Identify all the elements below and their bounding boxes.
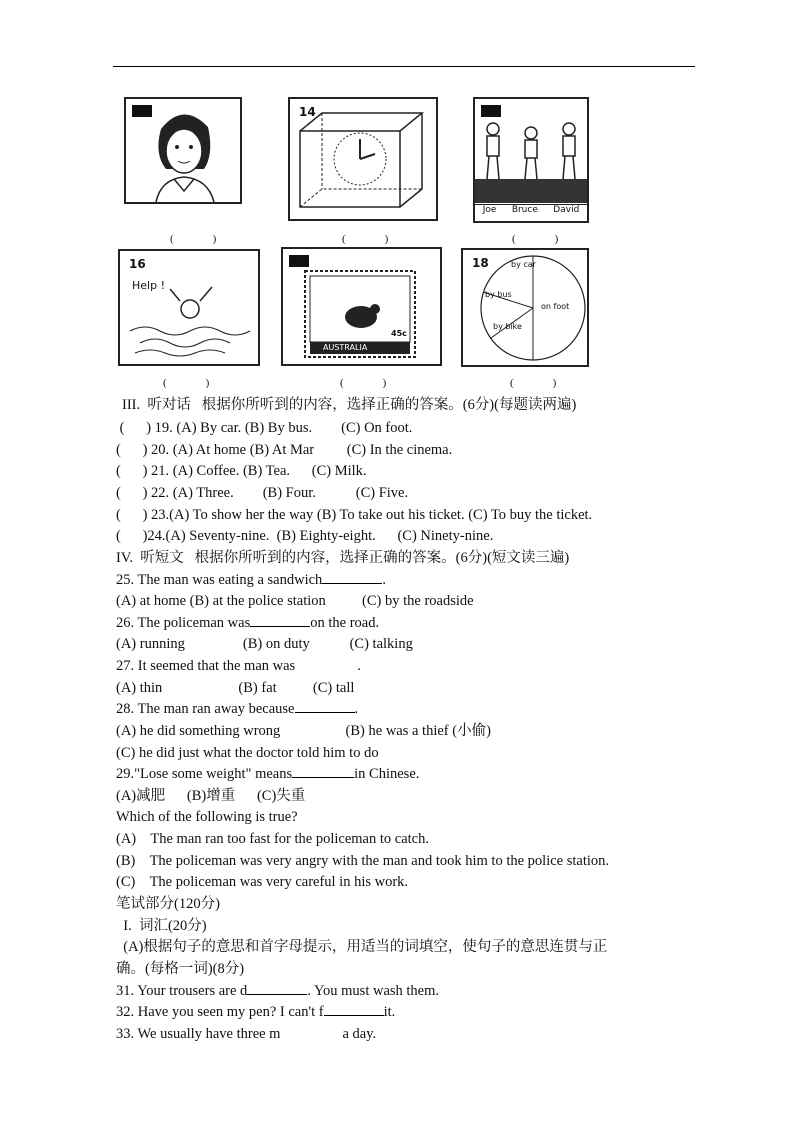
question-29 [116, 765, 419, 783]
vocabulary-heading: I. 词汇(20分) [116, 918, 207, 934]
pie-label-bike: by bike [493, 322, 522, 331]
question-21: ( ) 21. (A) Coffee. (B) Tea. (C) Milk. [116, 463, 367, 479]
question-26 [116, 614, 379, 632]
instruction-line-1: (A)根据句子的意思和首字母提示，用适当的词填空，使句子的意思连贯与正 [116, 939, 608, 955]
options-28-ab: (A) he did something wrong (B) he was a thief (小偷) [116, 723, 491, 739]
girl-portrait-icon [126, 99, 240, 202]
answer-blank[interactable] [322, 571, 382, 584]
instruction-line-2: 确。(每格一词)(8分) [116, 961, 245, 977]
answer-blank[interactable] [295, 658, 357, 670]
answer-paren-14: ( ) [342, 233, 403, 245]
answer-paren-16: ( ) [163, 377, 224, 389]
question-28-tail: . [354, 701, 359, 717]
answer-blank[interactable] [324, 1003, 384, 1016]
picture-17 [281, 247, 442, 366]
name-label-joe: Joe [482, 205, 497, 215]
question-24: ( )24.(A) Seventy-nine. (B) Eighty-eight. (C) Ninety-nine. [116, 528, 494, 544]
question-31-text: 31. Your trousers are d [116, 983, 248, 999]
section-3-heading: III. 听对话 根据你所听到的内容，选择正确的答案。(6分)(每题读两遍) [122, 397, 577, 413]
question-28 [116, 700, 358, 718]
question-32-text: 32. Have you seen my pen? I can't f [116, 1004, 324, 1020]
question-32-tail: it. [383, 1004, 396, 1020]
picture-18 [461, 248, 589, 367]
answer-paren-15: ( ) [512, 233, 573, 245]
options-27: (A) thin (B) fat (C) tall [116, 680, 355, 696]
question-22: ( ) 22. (A) Three. (B) Four. (C) Five. [116, 485, 409, 501]
question-31 [116, 982, 439, 1000]
options-25: (A) at home (B) at the police station (C) by the roadside [116, 593, 474, 609]
answer-paren-13: ( ) [170, 233, 231, 245]
help-text: Help ! [132, 279, 165, 292]
question-26-tail: on the road. [310, 615, 380, 631]
answer-blank[interactable] [295, 700, 355, 713]
question-25-tail: . [382, 572, 386, 588]
question-29-text: 29."Lose some weight" means [116, 766, 293, 782]
answer-paren-18: ( ) [510, 377, 571, 389]
three-boys-icon [475, 99, 587, 221]
picture-13 [124, 97, 242, 204]
written-part-heading: 笔试部分(120分) [116, 896, 220, 912]
box-clock-icon [290, 99, 436, 219]
picture-number: 18 [472, 256, 489, 270]
options-30-a: (A) The man ran too fast for the policeman to catch. [116, 831, 429, 847]
options-26: (A) running (B) on duty (C) talking [116, 636, 413, 652]
question-31-tail: . You must wash them. [307, 983, 440, 999]
answer-blank[interactable] [247, 982, 307, 995]
question-23: ( ) 23.(A) To show her the way (B) To take out his ticket. (C) To buy the ticket. [116, 507, 593, 523]
question-28-text: 28. The man ran away because [116, 701, 295, 717]
stamp-country: AUSTRALIA [323, 343, 368, 352]
options-28-c: (C) he did just what the doctor told him to do [116, 745, 379, 761]
picture-14 [288, 97, 438, 221]
stamp-value: 45c [391, 329, 407, 338]
question-27-text: 27. It seemed that the man was [116, 658, 296, 674]
header-rule [113, 66, 695, 67]
question-20: ( ) 20. (A) At home (B) At Mar (C) In the cinema. [116, 442, 453, 458]
picture-15 [473, 97, 589, 223]
question-30: Which of the following is true? [116, 809, 298, 825]
question-33 [116, 1025, 376, 1043]
pie-label-foot: on foot [541, 302, 570, 311]
picture-number: 16 [129, 257, 146, 271]
question-33-text: 33. We usually have three m [116, 1026, 281, 1042]
drowning-icon [120, 251, 258, 364]
question-27-tail: . [357, 658, 361, 674]
answer-paren-17: ( ) [340, 377, 401, 389]
question-29-tail: in Chinese. [354, 766, 420, 782]
name-label-bruce: Bruce [511, 205, 538, 215]
options-30-c: (C) The policeman was very careful in his work. [116, 874, 409, 890]
options-30-b: (B) The policeman was very angry with the man and took him to the police station. [116, 853, 610, 869]
pie-label-car: by car [511, 260, 536, 269]
question-32 [116, 1003, 395, 1021]
question-27 [116, 657, 361, 675]
name-label-david: David [553, 205, 580, 215]
question-25-text: 25. The man was eating a sandwich [116, 572, 323, 588]
picture-number: 14 [299, 105, 316, 119]
pie-label-bus: by bus [485, 290, 512, 299]
question-26-text: 26. The policeman was [116, 615, 251, 631]
answer-blank[interactable] [250, 614, 310, 627]
question-25 [116, 571, 386, 589]
question-19: ( ) 19. (A) By car. (B) By bus. (C) On foot. [116, 420, 413, 436]
answer-blank[interactable] [292, 765, 354, 778]
picture-16 [118, 249, 260, 366]
question-33-tail: a day. [342, 1026, 377, 1042]
options-29: (A)减肥 (B)增重 (C)失重 [116, 788, 306, 804]
answer-blank[interactable] [280, 1026, 342, 1038]
section-4-heading: IV. 听短文 根据你所听到的内容，选择正确的答案。(6分)(短文读三遍) [116, 550, 570, 566]
